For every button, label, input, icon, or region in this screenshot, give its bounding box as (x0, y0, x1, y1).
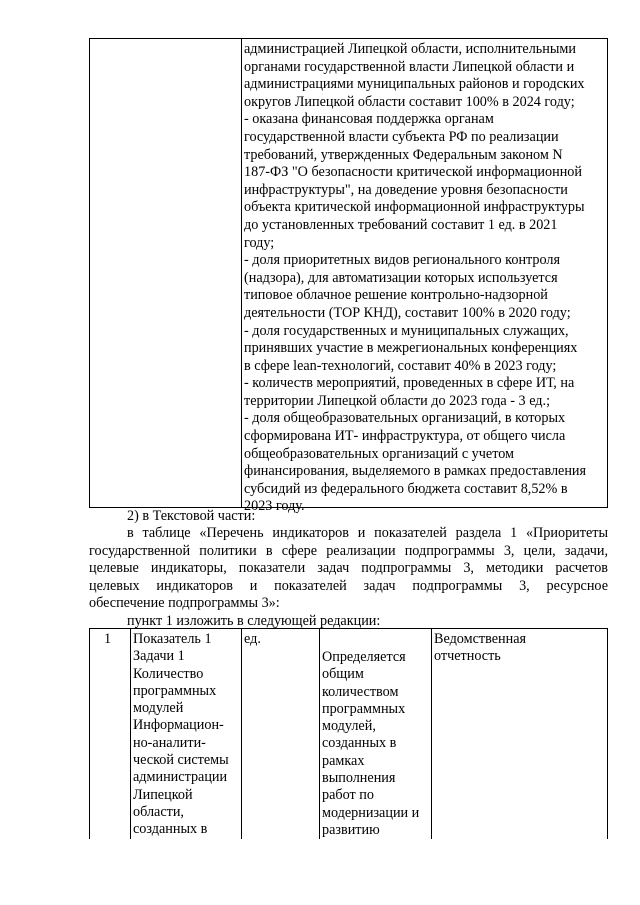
indicator-name-cell (133, 631, 229, 839)
section-text (89, 508, 608, 630)
cell-line: модернизации и (322, 804, 420, 821)
cell-line: - доля приоритетных видов регионального контроля (244, 252, 561, 269)
cell-line: принявших участие в межрегиональных конференциях (244, 340, 578, 357)
unit-cell (244, 631, 261, 648)
cell-line: количеством (322, 683, 399, 700)
cell-line: году; (244, 234, 275, 251)
column-divider (319, 629, 320, 839)
cell-line: администрациями муниципальных районов и городских (244, 76, 585, 93)
column-divider (241, 629, 242, 839)
paragraph-line: целевые индикаторы, показатели задач подпрограммы 3, методики расчетов (89, 560, 608, 577)
cell-line: программных (133, 682, 217, 699)
paragraph-line: государственной политики в сфере реализации подпрограммы 3, цели, задачи, (89, 542, 608, 559)
cell-line: Показатель 1 (133, 631, 212, 647)
cell-line: Определяется (322, 649, 406, 665)
cell-line: области, (133, 803, 184, 820)
cell-line: созданных в (322, 735, 397, 752)
cell-line: ческой системы (133, 752, 229, 769)
cell-line: финансирования, выделяемого в рамках предоставления (244, 463, 587, 480)
indicators-cell (244, 41, 603, 516)
column-divider (431, 629, 432, 839)
cell-line: развитию (322, 821, 380, 838)
cell-line: - доля государственных и муниципальных служащих, (244, 322, 569, 339)
cell-line: программных (322, 700, 406, 717)
cell-line: Информацион- (133, 717, 224, 734)
cell-line: Липецкой (133, 786, 193, 803)
cell-line: выполнения (322, 770, 396, 787)
top-table (89, 38, 608, 515)
cell-line: Задачи 1 (133, 648, 185, 665)
row-number: 1 (104, 631, 112, 647)
cell-line: общим (322, 666, 364, 683)
cell-line: - доля общеобразовательных организаций, в которых (244, 410, 566, 427)
paragraph-line: обеспечение подпрограммы 3»: (89, 595, 280, 612)
cell-line: органами государственной власти Липецкой области и (244, 58, 575, 75)
point-1-instruction: пункт 1 изложить в следующей редакции: (127, 612, 381, 629)
column-divider (130, 629, 131, 839)
cell-line: Количество (133, 665, 204, 682)
cell-line: - количеств мероприятий, проведенных в сфере ИТ, на (244, 375, 575, 392)
indicator-table (89, 628, 608, 839)
cell-line: государственной власти субъекта РФ по реализации (244, 128, 559, 145)
cell-line: модулей (133, 700, 184, 717)
cell-line: (надзора), для автоматизации которых используется (244, 269, 558, 286)
cell-line: созданных в (133, 821, 208, 838)
cell-line: администрацией Липецкой области, исполнительными (244, 41, 576, 57)
cell-line: но-аналити- (133, 734, 206, 751)
cell-line: - оказана финансовая поддержка органам (244, 111, 494, 128)
cell-line: модулей, (322, 718, 376, 735)
cell-line: работ по (322, 787, 374, 804)
cell-line: администрации (133, 769, 228, 786)
cell-line: до установленных требований составит 1 ед. в 2021 (244, 216, 558, 233)
cell-line: сформирована ИТ- инфраструктура, от общего числа (244, 428, 566, 445)
cell-line: субсидий из федерального бюджета составит 8,52% в (244, 480, 568, 497)
cell-line: деятельности (ТОР КНД), составит 100% в 2020 году; (244, 304, 571, 321)
cell-line: Ведомственная (434, 631, 527, 647)
paragraph (89, 525, 608, 613)
cell-line: 2023 году. (244, 498, 305, 515)
data-source-cell (434, 631, 526, 666)
cell-line: округов Липецкой области составит 100% в 2024 году; (244, 93, 575, 110)
cell-line: инфраструктуры", на доведение уровня безопасности (244, 181, 568, 198)
cell-line: в сфере lean-технологий, составит 40% в 2023 году; (244, 357, 557, 374)
cell-line: рамках (322, 752, 365, 769)
cell-line: отчетность (434, 648, 501, 665)
cell-line: объекта критической информационной инфраструктуры (244, 199, 585, 216)
paragraph-line: целевых индикаторов и показателей задач подпрограммы 3, ресурсное (89, 577, 608, 594)
cell-line: типовое облачное решение контрольно-надзорной (244, 287, 548, 304)
paragraph-line: в таблице «Перечень индикаторов и показателей раздела 1 «Приоритеты (127, 525, 608, 541)
item-2-heading: 2) в Текстовой части: (127, 508, 256, 524)
cell-line: требований, утвержденных Федеральным законом N (244, 146, 563, 163)
cell-line: общеобразовательных организаций с учетом (244, 445, 515, 462)
cell-line: 187-ФЗ "О безопасности критической информационной (244, 164, 582, 181)
cell-line: территории Липецкой области до 2023 года - 3 ед.; (244, 392, 551, 409)
row-number-cell (104, 631, 111, 648)
column-divider (241, 39, 242, 507)
method-cell (322, 649, 419, 839)
unit-value: ед. (244, 631, 261, 647)
